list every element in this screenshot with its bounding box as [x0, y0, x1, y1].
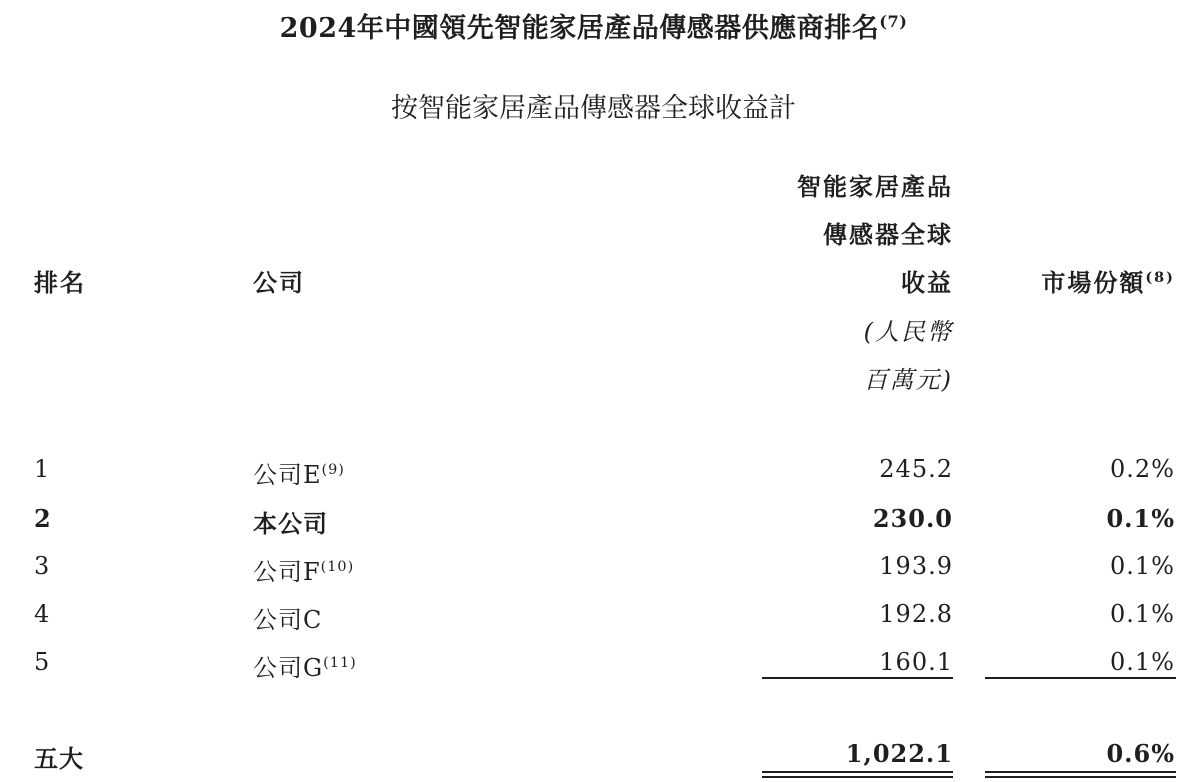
row-2-rank: 2	[34, 504, 52, 533]
row-4-revenue: 192.8	[879, 600, 953, 628]
header-revenue-unit-line1: (人民幣	[863, 318, 953, 346]
row-3-revenue: 193.9	[879, 552, 953, 580]
row-3-rank: 3	[34, 552, 51, 580]
total-revenue: 1,022.1	[845, 739, 953, 768]
total-double-rule-revenue-bottom	[762, 776, 953, 778]
total-double-rule-revenue-top	[762, 771, 953, 773]
row-5-revenue: 160.1	[879, 648, 953, 676]
row-4-company: 公司C	[253, 606, 323, 634]
table-title	[0, 6, 1187, 45]
header-company: 公司	[253, 268, 305, 297]
header-market-share-footnote: (8)	[1145, 269, 1175, 286]
row-1-company-name: 公司E	[253, 461, 322, 489]
total-double-rule-share-bottom	[985, 776, 1176, 778]
row-1-revenue: 245.2	[879, 455, 953, 483]
row-3-footnote: (10)	[320, 559, 355, 575]
row-4-rank: 4	[34, 600, 51, 628]
total-double-rule-share-top	[985, 771, 1176, 773]
row-5-company	[253, 648, 357, 683]
header-revenue-unit-line2: 百萬元)	[863, 366, 953, 394]
row-3-company-name: 公司F	[253, 558, 321, 586]
row-5-footnote: (11)	[323, 655, 357, 671]
row-5-share: 0.1%	[1110, 648, 1175, 676]
subtotal-rule-revenue	[762, 677, 953, 679]
row-4-share: 0.1%	[1110, 600, 1175, 628]
total-share: 0.6%	[1106, 739, 1175, 768]
header-revenue-line1: 智能家居產品	[797, 172, 953, 201]
row-1-company	[253, 455, 345, 490]
total-label: 五大	[34, 744, 84, 773]
header-rank: 排名	[34, 268, 86, 297]
row-2-company: 本公司	[253, 509, 328, 538]
row-1-share: 0.2%	[1110, 455, 1175, 483]
row-1-footnote: (9)	[321, 462, 345, 478]
row-2-revenue: 230.0	[872, 504, 953, 533]
header-market-share	[985, 263, 1175, 298]
table-subtitle: 按智能家居產品傳感器全球收益計	[391, 93, 796, 124]
table-title-text: 2024年中國領先智能家居產品傳感器供應商排名	[279, 13, 880, 44]
row-2-share: 0.1%	[1106, 504, 1175, 533]
row-1-rank: 1	[34, 455, 51, 483]
row-5-company-name: 公司G	[253, 654, 324, 682]
header-revenue-line2: 傳感器全球	[823, 220, 953, 249]
subtotal-rule-share	[985, 677, 1176, 679]
header-market-share-text: 市場份額	[1041, 268, 1146, 297]
row-3-share: 0.1%	[1110, 552, 1175, 580]
row-5-rank: 5	[34, 648, 51, 676]
header-revenue-line3: 收益	[901, 268, 953, 297]
title-footnote: (7)	[879, 12, 908, 31]
row-3-company	[253, 552, 354, 587]
